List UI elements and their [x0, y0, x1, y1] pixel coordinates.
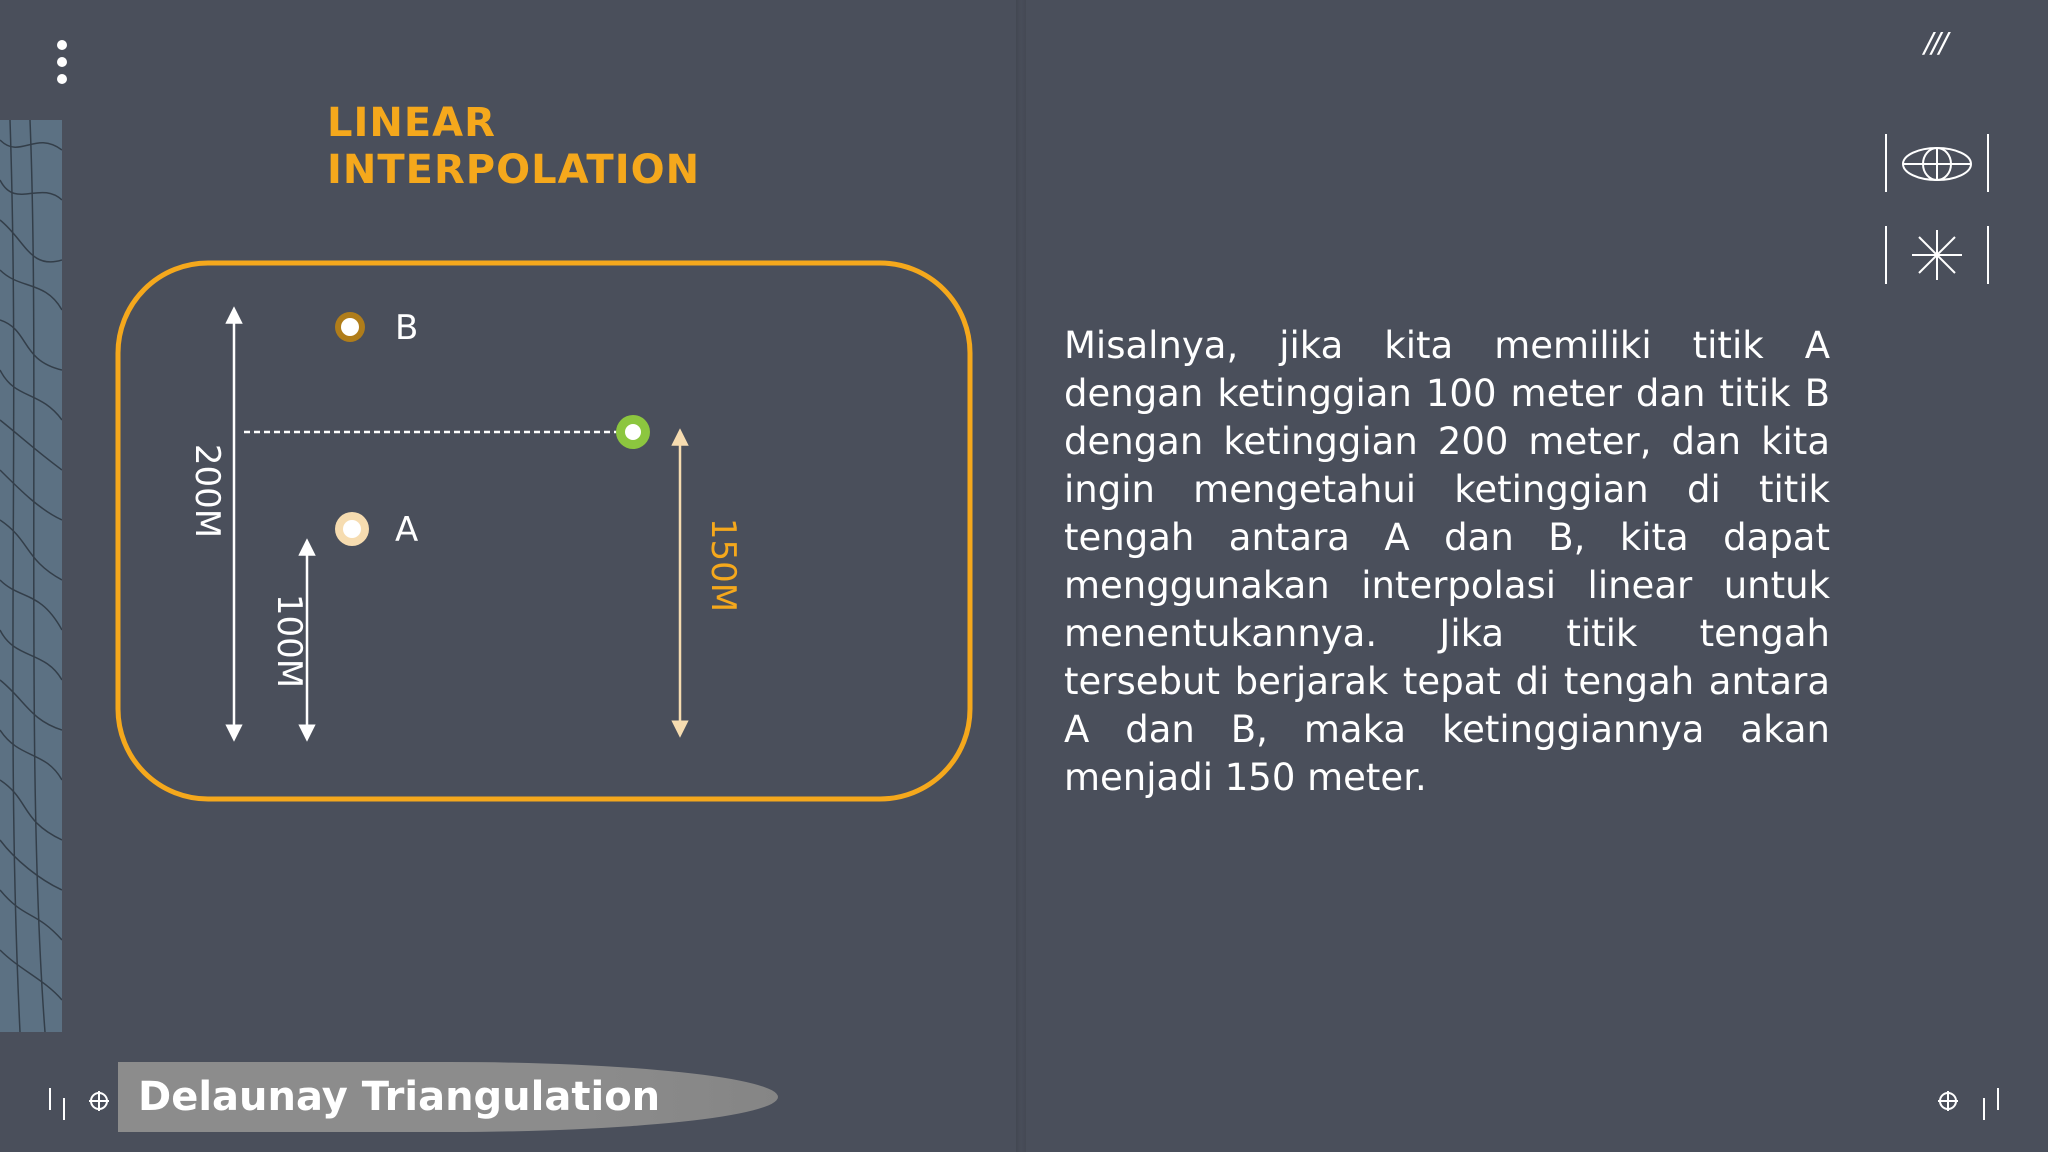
dimension-label-100: 100M [269, 593, 309, 689]
crosshair-icon [89, 1091, 109, 1111]
topographic-strip [0, 120, 62, 1032]
explanation-paragraph: Misalnya, jika kita memiliki titik A dengan ketinggian 100 meter dan titik B dengan ketinggian 200 meter, dan kita ingin mengetahui ketinggian di titik tengah antara A dan B, kita dapat menggunakan interpolasi linear untuk menentukannya. Jika titik tengah tersebut berjarak tepat di tengah antara A dan B, maka ketinggiannya akan menjadi 150 meter. [1064, 324, 1830, 799]
footer-left-decoration [46, 1084, 118, 1124]
crosshair-icon [1938, 1091, 1958, 1111]
diagram-frame [118, 263, 970, 799]
dot [57, 40, 67, 50]
dimension-label-200: 200M [187, 443, 227, 539]
globe-icon[interactable] [1886, 134, 1988, 192]
point-a-label: A [395, 510, 419, 550]
dot [57, 57, 67, 67]
title-line-2: INTERPOLATION [327, 147, 701, 193]
point-b-label: B [395, 308, 419, 348]
point-b-center [341, 318, 359, 336]
dot [57, 74, 67, 84]
midpoint-center [625, 424, 641, 440]
footer-section-label: Delaunay Triangulation [138, 1074, 661, 1120]
slide-title [327, 100, 700, 194]
title-line-1: LINEAR [327, 100, 496, 146]
slashes-decoration: /// [1924, 26, 1947, 59]
center-divider [1016, 0, 1026, 1152]
topographic-lines [0, 120, 62, 1032]
point-a-center [343, 520, 361, 538]
vertical-dots-icon[interactable] [56, 40, 68, 86]
footer-right-decoration [1934, 1084, 2006, 1124]
side-icon-group [1884, 134, 1990, 286]
dimension-label-150: 150M [703, 517, 743, 613]
interpolation-diagram [112, 255, 982, 805]
asterisk-icon[interactable] [1886, 226, 1988, 284]
